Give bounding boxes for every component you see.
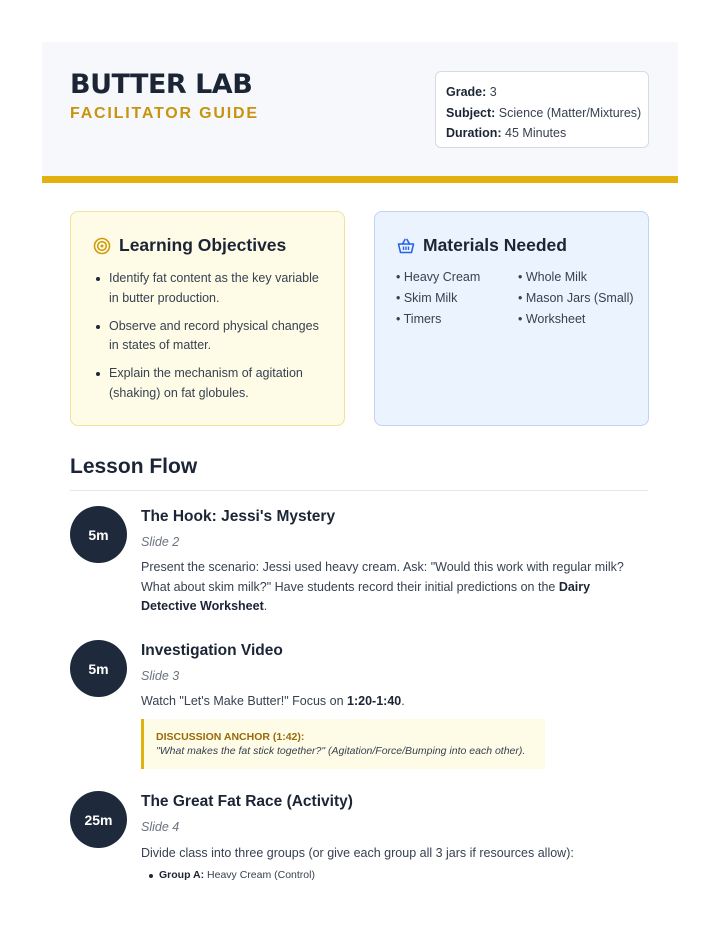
objectives-heading [93, 235, 286, 256]
step-body-end: . [401, 694, 405, 708]
header-banner [42, 42, 678, 183]
materials-title: Materials Needed [423, 235, 567, 255]
step-title: Investigation Video [141, 642, 283, 659]
step-body-text: Present the scenario: Jessi used heavy cream. Ask: "Would this work with regular milk? What about skim milk?" Have students record their initial predictions on the [141, 560, 624, 594]
anchor-label: DISCUSSION ANCHOR (1:42): [156, 731, 305, 743]
video-timestamp: 1:20-1:40 [347, 694, 402, 708]
objectives-list [109, 269, 331, 412]
step-body-end: . [263, 599, 268, 613]
basket-icon [397, 237, 415, 255]
lesson-flow-title: Lesson Flow [70, 455, 198, 478]
material-item: • Whole Milk [518, 270, 587, 284]
duration-line [446, 123, 648, 144]
subject-line [446, 103, 648, 124]
grade-line [446, 82, 648, 103]
step-title: The Great Fat Race (Activity) [141, 793, 353, 810]
subject-label: Subject: [446, 105, 496, 120]
page-subtitle: FACILITATOR GUIDE [70, 105, 259, 122]
step-duration-badge: 25m [70, 791, 127, 848]
group-label: Group A: [159, 869, 205, 881]
materials-card [374, 211, 649, 426]
step-duration-badge: 5m [70, 640, 127, 697]
duration-label: Duration: [446, 126, 502, 140]
materials-list [396, 268, 636, 328]
materials-heading [397, 235, 567, 256]
step-description: Divide class into three groups (or give each group all 3 jars if resources allow): [141, 846, 574, 860]
step-slide-ref: Slide 4 [141, 820, 180, 834]
group-list [159, 869, 315, 881]
lesson-meta-box [435, 71, 649, 148]
page-title: BUTTER LAB [70, 69, 253, 100]
material-item: • Heavy Cream [396, 270, 481, 284]
step-duration-badge: 5m [70, 506, 127, 563]
subject-value: Science (Matter/Mixtures) [498, 105, 642, 120]
step-slide-ref: Slide 2 [141, 535, 180, 549]
material-item: • Mason Jars (Small) [518, 291, 634, 305]
learning-objectives-card [70, 211, 345, 426]
section-divider [70, 490, 648, 491]
group-text: Heavy Cream (Control) [207, 869, 315, 881]
objective-item: Explain the mechanism of agitation (shaking) on fat globules. [109, 364, 331, 403]
discussion-anchor-callout [141, 719, 545, 769]
material-item: • Skim Milk [396, 291, 458, 305]
material-item: • Timers [396, 312, 442, 326]
grade-label: Grade: [446, 85, 487, 99]
step-title: The Hook: Jessi's Mystery [141, 508, 336, 525]
material-item: • Worksheet [518, 312, 586, 326]
step-description [141, 558, 641, 617]
objectives-title: Learning Objectives [119, 235, 287, 255]
objective-item: Observe and record physical changes in states of matter. [109, 317, 331, 356]
step-slide-ref: Slide 3 [141, 669, 180, 683]
target-icon [93, 237, 111, 255]
group-item [159, 869, 315, 881]
duration-value: 45 Minutes [505, 126, 567, 140]
grade-value: 3 [489, 85, 497, 99]
step-body-text: Watch "Let's Make Butter!" Focus on [141, 694, 348, 708]
worksheet-name: Dairy Detective Worksheet [141, 579, 591, 613]
anchor-quote: "What makes the fat stick together?" (Agitation/Force/Bumping into each other). [156, 745, 526, 757]
objective-item: Identify fat content as the key variable in butter production. [109, 269, 331, 308]
step-description [141, 692, 641, 712]
